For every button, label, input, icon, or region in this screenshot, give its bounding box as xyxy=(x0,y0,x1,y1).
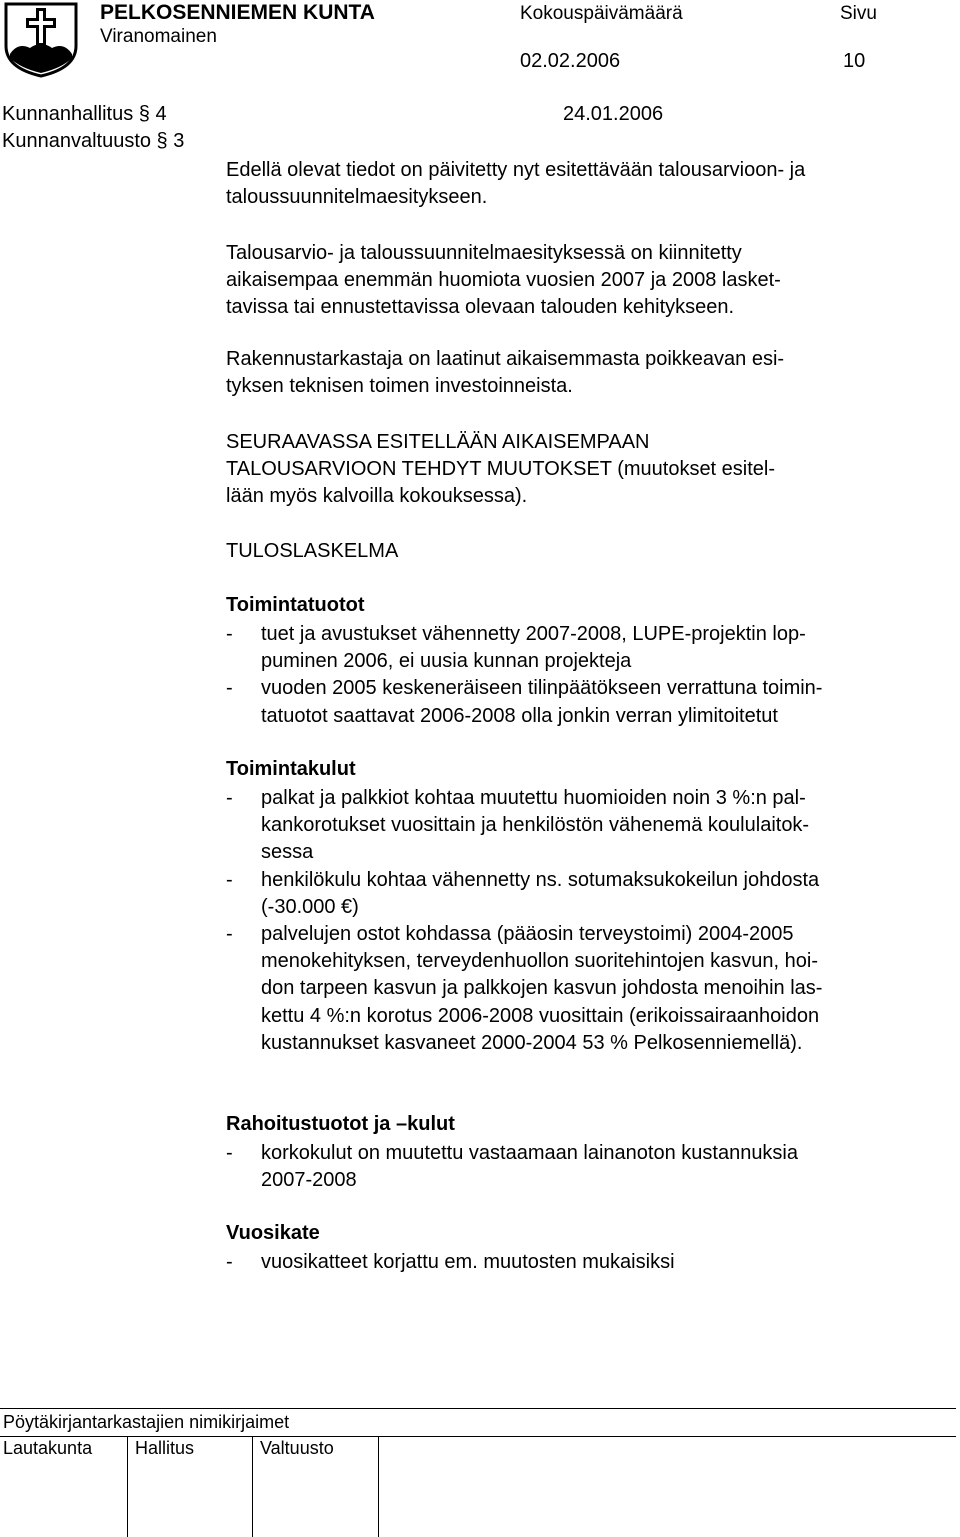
footer-col-lautakunta: Lautakunta xyxy=(3,1438,93,1458)
list-item xyxy=(226,785,822,867)
text-line: Edellä olevat tiedot on päivitetty nyt esitettävään talousarvioon- ja xyxy=(226,159,806,181)
text-line: korkokulut on muutettu vastaamaan lainanoton kustannuksia xyxy=(261,1142,799,1164)
footer-divider xyxy=(127,1437,128,1537)
paragraph-changes-intro xyxy=(226,429,775,510)
municipality-name: PELKOSENNIEMEN KUNTA xyxy=(100,1,375,24)
intro-paragraph xyxy=(226,157,805,211)
text-line: tyksen teknisen toimen investoinneista. xyxy=(226,375,573,397)
dash-bullet: - xyxy=(226,1142,233,1164)
text-line: aikaisempaa enemmän huomiota vuosien 2007 ja 2008 lasket- xyxy=(226,269,781,291)
list-item xyxy=(226,867,822,921)
footer-divider xyxy=(378,1437,379,1537)
text-line: henkilökulu kohtaa vähennetty ns. sotumaksukokeilun johdosta xyxy=(261,868,820,891)
footer-divider xyxy=(252,1437,253,1537)
text-line: Talousarvio- ja taloussuunnitelmaesityksessä on kiinnitetty xyxy=(226,242,742,264)
footer-top-rule xyxy=(0,1408,956,1409)
text-line: tatuotot saattavat 2006-2008 olla jonkin verran ylimitoitetut xyxy=(261,704,778,727)
text-line: Rakennustarkastaja on laatinut aikaisemmasta poikkeavan esi- xyxy=(226,348,785,370)
page-label: Sivu xyxy=(840,3,877,24)
text-line: menokehityksen, terveydenhuollon suoritehintojen kasvun, hoi- xyxy=(261,950,819,973)
text-line: puminen 2006, ei uusia kunnan projekteja xyxy=(261,650,632,673)
list-toimintakulut xyxy=(226,785,822,1057)
section-heading-toimintatuotot: Toimintatuotot xyxy=(226,594,365,616)
text-line: (-30.000 €) xyxy=(261,895,359,918)
text-line: 2007-2008 xyxy=(261,1169,357,1192)
list-toimintatuotot xyxy=(226,621,822,730)
coat-of-arms-logo xyxy=(2,2,80,78)
meeting-date: 02.02.2006 xyxy=(520,50,621,72)
text-line: palkat ja palkkiot kohtaa muutettu huomioiden noin 3 %:n pal- xyxy=(261,787,806,809)
list-item xyxy=(226,921,822,1057)
list-item xyxy=(226,1140,798,1194)
paragraph-building-inspector xyxy=(226,346,784,400)
text-line: TALOUSARVIOON TEHDYT MUUTOKSET (muutokset esitel- xyxy=(226,458,776,480)
dash-bullet: - xyxy=(226,868,233,891)
text-line: vuosikatteet korjattu em. muutosten mukaisiksi xyxy=(261,1251,675,1273)
reference-hallitus: Kunnanhallitus § 4 xyxy=(2,103,167,125)
footer-title: Pöytäkirjantarkastajien nimikirjaimet xyxy=(3,1412,290,1432)
text-line: kankorotukset vuosittain ja henkilöstön vähenemä koululaitok- xyxy=(261,814,810,837)
list-rahoitustuotot xyxy=(226,1140,798,1194)
list-item xyxy=(226,675,822,729)
list-item xyxy=(226,621,822,675)
dash-bullet: - xyxy=(226,1251,233,1273)
dash-bullet: - xyxy=(226,623,233,645)
section-heading-rahoitustuotot: Rahoitustuotot ja –kulut xyxy=(226,1113,455,1135)
footer-col-hallitus: Hallitus xyxy=(135,1438,195,1458)
list-item xyxy=(226,1249,675,1276)
text-line: tavissa tai ennustettavissa olevaan talouden kehitykseen. xyxy=(226,296,735,318)
dash-bullet: - xyxy=(226,677,233,700)
text-line: tuet ja avustukset vähennetty 2007-2008, LUPE-projektin lop- xyxy=(261,623,806,645)
text-line: lään myös kalvoilla kokouksessa). xyxy=(226,485,528,507)
meeting-date-label: Kokouspäivämäärä xyxy=(520,3,683,24)
footer-mid-rule xyxy=(0,1436,956,1437)
dash-bullet: - xyxy=(226,787,233,809)
text-line: don tarpeen kasvun ja palkkojen kasvun johdosta menoihin las- xyxy=(261,977,823,1000)
text-line: palvelujen ostot kohdassa (pääosin terveystoimi) 2004-2005 xyxy=(261,923,794,946)
section-heading-toimintakulut: Toimintakulut xyxy=(226,758,356,780)
reference-hallitus-date: 24.01.2006 xyxy=(563,103,664,125)
list-vuosikate xyxy=(226,1249,675,1276)
text-line: kettu 4 %:n korotus 2006-2008 vuosittain (erikoissairaanhoidon xyxy=(261,1004,820,1027)
paragraph-budget-focus xyxy=(226,240,781,321)
text-line: taloussuunnitelmaesitykseen. xyxy=(226,186,488,208)
page-number: 10 xyxy=(843,50,866,72)
department-name: Viranomainen xyxy=(100,26,217,47)
text-line: sessa xyxy=(261,841,314,864)
reference-valtuusto: Kunnanvaltuusto § 3 xyxy=(2,130,185,152)
section-heading-vuosikate: Vuosikate xyxy=(226,1222,320,1244)
section-tuloslaskelma: TULOSLASKELMA xyxy=(226,540,399,562)
dash-bullet: - xyxy=(226,923,233,946)
text-line: vuoden 2005 keskeneräiseen tilinpäätökseen verrattuna toimin- xyxy=(261,677,823,700)
footer-col-valtuusto: Valtuusto xyxy=(260,1438,334,1458)
text-line: kustannukset kasvaneet 2000-2004 53 % Pelkosenniemellä). xyxy=(261,1031,803,1054)
text-line: SEURAAVASSA ESITELLÄÄN AIKAISEMPAAN xyxy=(226,431,650,453)
